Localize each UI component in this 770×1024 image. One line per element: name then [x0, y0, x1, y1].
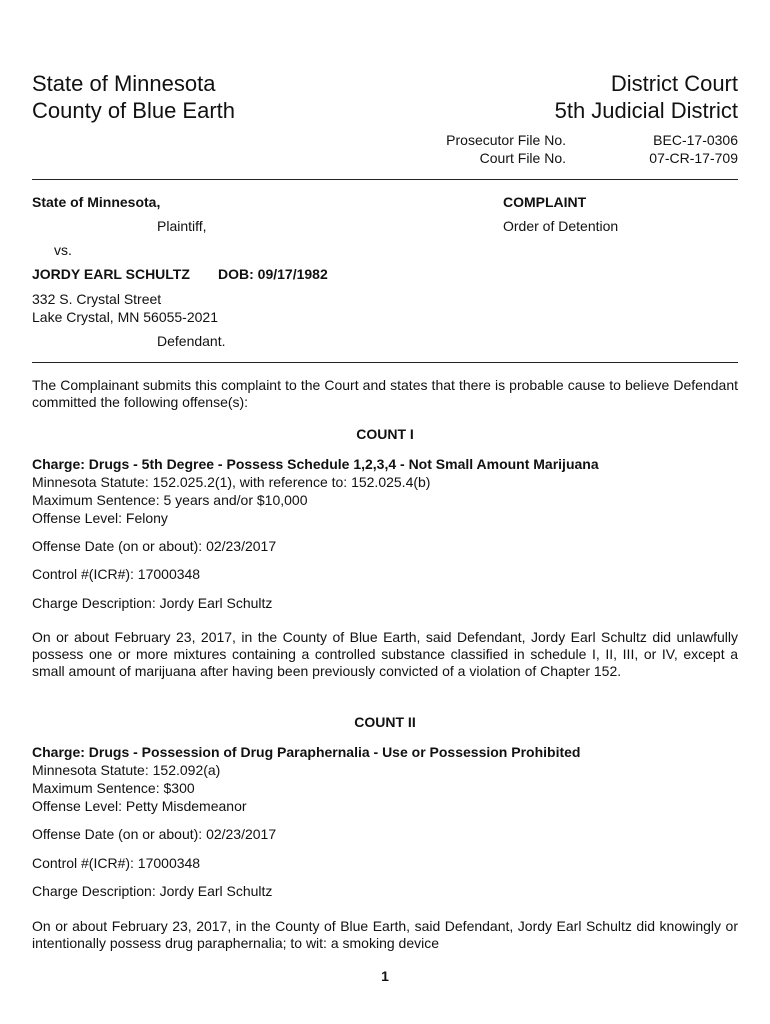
count-2-offense-date: Offense Date (on or about): 02/23/2017: [32, 826, 277, 842]
count-1-control-number: Control #(ICR#): 17000348: [32, 566, 201, 582]
header-county: County of Blue Earth: [32, 98, 236, 123]
count-2-statute: Minnesota Statute: 152.092(a): [32, 762, 221, 778]
count-1-offense-date: Offense Date (on or about): 02/23/2017: [32, 538, 277, 554]
court-file-label: Court File No.: [479, 150, 566, 166]
document-subtype: Order of Detention: [503, 218, 619, 234]
prosecutor-file-label: Prosecutor File No.: [446, 132, 566, 148]
plaintiff-role: Plaintiff,: [157, 218, 207, 234]
count-2-charge: Charge: Drugs - Possession of Drug Paraphernalia - Use or Possession Prohibited: [32, 744, 581, 760]
defendant-address-line2: Lake Crystal, MN 56055-2021: [32, 309, 218, 325]
defendant-role: Defendant.: [157, 333, 226, 349]
court-file-number: 07-CR-17-709: [649, 150, 738, 166]
header-district: 5th Judicial District: [554, 98, 738, 123]
intro-paragraph: The Complainant submits this complaint to the Court and states that there is probable cause to believe Defendant committed the following offense(s):: [32, 377, 738, 410]
header-court: District Court: [610, 71, 738, 96]
page-number: 1: [381, 968, 389, 984]
count-1-narrative: On or about February 23, 2017, in the County of Blue Earth, said Defendant, Jordy Earl Schultz did unlawfully possess one or more mixtures containing a controlled substance classified in schedule I, II, III, or IV, except a small amount of marijuana after having been previously convicted of a violation of Chapter 152.: [32, 629, 738, 679]
plaintiff-name: State of Minnesota,: [32, 194, 161, 210]
count-1-title: COUNT I: [356, 426, 414, 442]
count-2-offense-level: Offense Level: Petty Misdemeanor: [32, 798, 247, 814]
count-2-description: Charge Description: Jordy Earl Schultz: [32, 883, 273, 899]
count-1-description: Charge Description: Jordy Earl Schultz: [32, 595, 273, 611]
count-2-max-sentence: Maximum Sentence: $300: [32, 780, 195, 796]
prosecutor-file-number: BEC-17-0306: [653, 132, 738, 148]
count-2-control-number: Control #(ICR#): 17000348: [32, 855, 201, 871]
document-type: COMPLAINT: [503, 194, 587, 210]
header-state: State of Minnesota: [32, 71, 216, 96]
count-1-offense-level: Offense Level: Felony: [32, 510, 168, 526]
defendant-dob: DOB: 09/17/1982: [218, 266, 328, 282]
versus-label: vs.: [54, 242, 72, 258]
count-2-title: COUNT II: [354, 714, 416, 730]
defendant-address-line1: 332 S. Crystal Street: [32, 291, 162, 307]
document-page: [32, 0, 738, 1024]
defendant-name: JORDY EARL SCHULTZ: [32, 266, 190, 282]
count-1-max-sentence: Maximum Sentence: 5 years and/or $10,000: [32, 492, 308, 508]
header-divider: [32, 179, 738, 180]
count-1-statute: Minnesota Statute: 152.025.2(1), with reference to: 152.025.4(b): [32, 474, 431, 490]
caption-divider: [32, 362, 738, 363]
count-2-narrative: On or about February 23, 2017, in the County of Blue Earth, said Defendant, Jordy Earl Schultz did knowingly or intentionally possess drug paraphernalia; to wit: a smoking device: [32, 918, 738, 951]
count-1-charge: Charge: Drugs - 5th Degree - Possess Schedule 1,2,3,4 - Not Small Amount Marijuana: [32, 456, 599, 472]
